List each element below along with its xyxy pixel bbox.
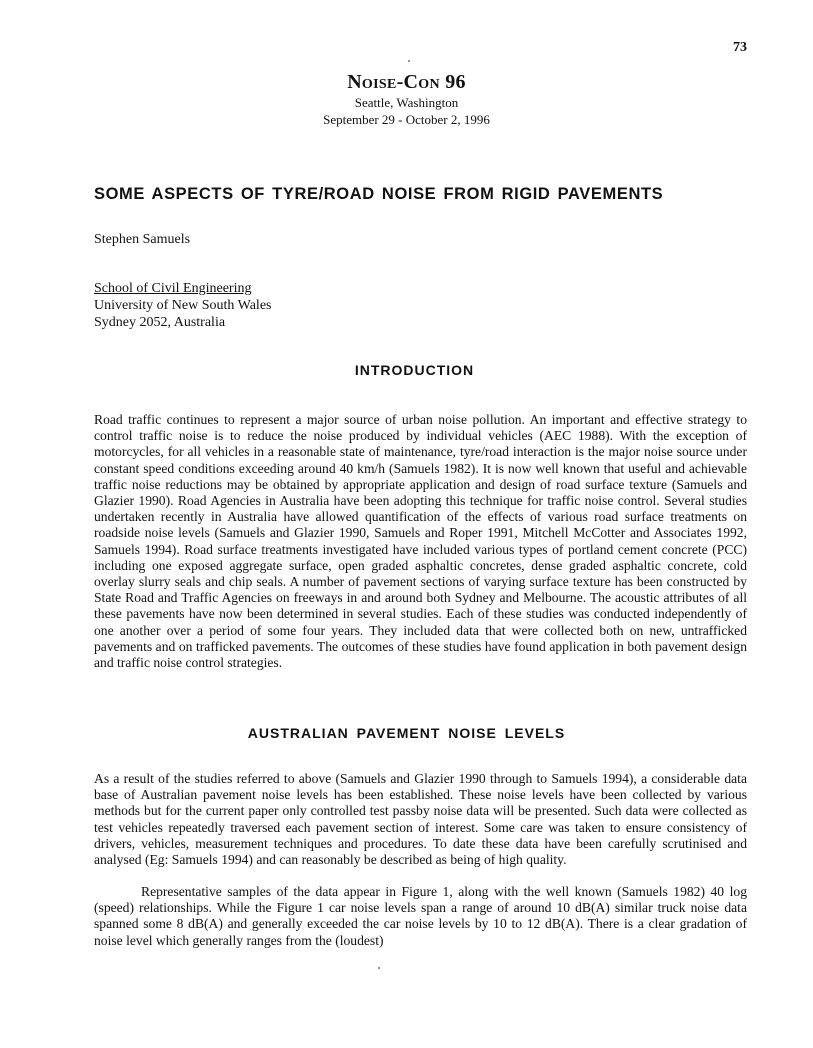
conference-dates: September 29 - October 2, 1996	[323, 112, 490, 127]
conference-header	[0, 70, 813, 128]
australian-levels-paragraph-1: As a result of the studies referred to above (Samuels and Glazier 1990 through to Samuels 1994), a considerable data base of Australian pavement noise levels has been established. These noise levels have been collected by various methods but for the current paper only controlled test passby noise data will be presented. Such data were collected as test vehicles repeatedly traversed each pavement section of interest. Some care was taken to ensure consistency of drivers, vehicles, measurement techniques and procedures. To date these data have been carefully scrutinised and analysed (Eg: Samuels 1994) and can reasonably be described as being of high quality.	[94, 771, 747, 868]
introduction-heading: INTRODUCTION	[354, 362, 475, 378]
conference-location: Seattle, Washington	[354, 95, 459, 110]
affiliation-university: University of New South Wales	[94, 298, 272, 313]
page-number: 73	[733, 40, 747, 55]
australian-levels-paragraph-2: Representative samples of the data appear in Figure 1, along with the well known (Samuels 1982) 40 log (speed) relationships. While the Figure 1 car noise levels span a range of around 10 dB(A) similar truck noise data spanned some 8 dB(A) and generally exceeded the car noise levels by 10 to 12 dB(A). There is a clear gradation of noise level which generally ranges from the (loudest)	[94, 884, 747, 948]
paper-title: SOME ASPECTS OF TYRE/ROAD NOISE FROM RIGID PAVEMENTS	[94, 185, 664, 203]
scan-speck	[378, 967, 380, 969]
australian-levels-heading: AUSTRALIAN PAVEMENT NOISE LEVELS	[247, 725, 566, 741]
affiliation	[94, 280, 271, 331]
conference-name: Noise-Con 96	[347, 71, 466, 93]
introduction-paragraph: Road traffic continues to represent a major source of urban noise pollution. An important and effective strategy to control traffic noise is to reduce the noise produced by individual vehicles (AEC 1988). With the exception of motorcycles, for all vehicles in a reasonable state of maintenance, tyre/road interaction is the major noise source under constant speed conditions exceeding around 40 km/h (Samuels 1982). It is now well known that useful and achievable traffic noise reductions may be obtained by appropriate application and design of road surface texture (Samuels and Glazier 1990). Road Agencies in Australia have been adopting this technique for traffic noise control. Several studies undertaken recently in Australia have allowed quantification of the effects of various road surface treatments on roadside noise levels (Samuels and Glazier 1990, Samuels and Roper 1991, Mitchell McCotter and Associates 1992, Samuels 1994). Road surface treatments investigated have included various types of portland cement concrete (PCC) including one exposed aggregate surface, open graded asphaltic concretes, dense graded asphaltic concrete, cold overlay slurry seals and chip seals. A number of pavement sections of varying surface texture has been constructed by State Road and Traffic Agencies on freeways in and around both Sydney and Melbourne. The acoustic attributes of all these pavements have now been determined in several studies. Each of these studies was conducted independently of one another over a period of some four years. They included data that were collected both on new, untrafficked pavements and on trafficked pavements. The outcomes of these studies have found application in both pavement design and traffic noise control strategies.	[94, 412, 747, 671]
affiliation-city: Sydney 2052, Australia	[94, 315, 226, 330]
author-name: Stephen Samuels	[94, 232, 191, 247]
scan-speck	[408, 60, 410, 62]
affiliation-school: School of Civil Engineering	[94, 281, 252, 296]
